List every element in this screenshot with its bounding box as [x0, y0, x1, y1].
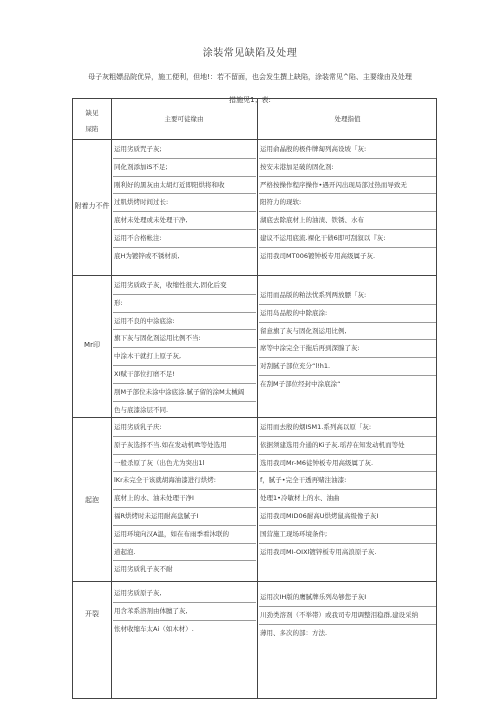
cause-line: 同化剂添加iS不足; — [113, 159, 256, 177]
treatment-line: 国营施工现场环境条件; — [259, 526, 437, 544]
document-title: 涂装常见缺陷及处理 — [202, 48, 298, 59]
treatment-line: 选用我司Mr-M6徒钟板专用高级属了灰. — [259, 455, 437, 473]
treatment-line: 对刮腻子部位充分“l!h1. — [259, 358, 437, 376]
treatment-cell — [259, 589, 437, 641]
treatment-line: 川劲类溶剂（不举帯）或我司专用调整泪稳群,建设采纳 — [259, 607, 437, 625]
cause-line: 运用不良的中涂底涂: — [113, 313, 256, 331]
treatment-line: 运用岛品般的中除底涂: — [259, 305, 437, 323]
treatment-line: 运用俞晶殷的极件牌匐列高设坡「灰: — [259, 141, 437, 159]
treatment-cell — [259, 141, 437, 265]
cause-line: 原子灰选择不当.如在发动机lft等处选用 — [113, 437, 256, 455]
cause-line: 中涂木干就打上原子灰, — [113, 348, 256, 366]
header-cause: 主要可徒缘由 — [164, 115, 204, 123]
cause-line: 运用环境向汉A温，如在布雨季看沐联的 — [113, 526, 256, 544]
header-treatment: 处理指值 — [334, 115, 361, 123]
cause-cell — [113, 141, 256, 265]
treatment-spacer — [259, 277, 437, 287]
defect-name: Mr印 — [84, 341, 100, 349]
treatment-line: 运用我司MID06耐高U烘烤鼠高级像子灰I — [259, 508, 437, 526]
treatment-line: f，腻子•完全干透再赌注油漆: — [259, 472, 437, 490]
treatment-line: 运用次IH版的鹰腻牌乐列岛够您子灰I — [259, 589, 437, 607]
cause-line: 运用劣质乳子灰不耐 — [114, 565, 173, 574]
cause-line: 形: — [113, 295, 256, 313]
cause-line: 运用不合格帐注: — [113, 230, 256, 248]
treatment-line: 薄用、多次的部：方法. — [260, 628, 328, 637]
row-rule-1 — [73, 275, 436, 276]
defect-table — [72, 98, 437, 699]
treatment-line: 阳符力的现软: — [259, 194, 437, 212]
treatment-line: 依据须建选用介通的Ki子灰.瑶荐在知发动机而等处 — [259, 437, 437, 455]
treatment-line: 留意旗了灰与固化剂运用比例, — [259, 323, 437, 341]
cause-line: 一般杀原了灰（出色尤为突出1l — [113, 455, 256, 473]
cause-line: 底H为镀锌或不锈材质, — [114, 251, 180, 260]
row-rule-3 — [73, 581, 436, 582]
treatment-line: 处理1•冷敏材上的水、油曲 — [259, 490, 437, 508]
cause-line: 过肌烘烤时间过长: — [113, 194, 256, 212]
defect-name: 附着力不件 — [74, 202, 110, 210]
cause-line: 道起泡. — [113, 544, 256, 562]
treatment-line: 席等中涂完全干拖后再到深腺了灰: — [259, 340, 437, 358]
cause-line: 旗下灰与固化剂运用比例不当: — [113, 330, 256, 348]
cause-line: XI赋干部位打磨不足! — [113, 366, 256, 384]
header-defect-line-1: 缺见 — [85, 109, 99, 117]
intro-line-1: 母子灰粗嫖品院优异，施工便利，但地!：若不留面，也会发生撰上缺陷，涂装常见^陷、主要缘由及处理 — [88, 73, 412, 81]
header-defect-line-2: 屎陷 — [85, 125, 99, 133]
cause-line: 运用劣质乳子庆: — [113, 419, 256, 437]
cause-line: 底材上的水、油未处理干净I — [113, 490, 256, 508]
treatment-line: 运用而品版的粕法忧系列两放膘「灰: — [259, 287, 437, 305]
defect-name: 开裂 — [85, 610, 99, 618]
defect-name: 起泡 — [85, 496, 99, 504]
cause-line: 色与底漆涂层不同. — [114, 405, 169, 414]
cause-line: 怅材收缩车太Ai（如木材）. — [114, 624, 194, 633]
treatment-line: 运用我司MT006镀钟板专用高级属子灰. — [260, 251, 376, 260]
cause-cell — [113, 585, 256, 637]
treatment-line: 按安未港加足破的固化剂: — [259, 159, 437, 177]
treatment-cell — [259, 419, 437, 560]
treatment-line: 建议不运用底流.裸化干债6即可刮叙以『灰: — [259, 230, 437, 248]
treatment-line: 湖底去除底材上的油渍、铁锈、水布 — [259, 212, 437, 230]
cause-line: lKr未完全干该就胡海油漆进行烘烤: — [113, 472, 256, 490]
treatment-line: 在刮M子部位经封中涂底涂“ — [260, 379, 341, 388]
treatment-line: 运用我司MI-OIXl镀锌板专用高浪原子灰. — [260, 547, 377, 556]
cause-line: 用含苯系溶剂由体膻了灰, — [113, 603, 256, 621]
treatment-line: 严格按操作程序操作•遇开闪出现局部过热而导致无 — [259, 177, 437, 195]
cause-line: 底材未处理或未处理干净, — [113, 212, 256, 230]
cause-line: 福R烘烤时未运用耐高盘腻子I — [113, 508, 256, 526]
cause-cell — [113, 277, 256, 418]
treatment-cell — [259, 277, 437, 393]
header-defect — [73, 105, 111, 137]
cause-line: 运用劣质原子灰, — [113, 585, 256, 603]
cause-cell — [113, 419, 256, 580]
cause-line: 运用劣质咒子灰; — [113, 141, 256, 159]
header-rule — [73, 139, 436, 140]
cause-line: 刚利好的黑灰由太胡灯近即阳烘将和收 — [113, 177, 256, 195]
treatment-line: 运用而去殷的烟ISM1.系列高以原「灰: — [259, 419, 437, 437]
cause-line: 刖M子部位未涂中涂底涂.腻子留的涂M太械阔 — [113, 384, 256, 402]
column-rule-1 — [111, 99, 112, 698]
intro-line-2: 措施见1；表: — [229, 96, 271, 104]
column-rule-2 — [257, 99, 258, 698]
cause-line: 运用劣质政子灰，收缩性很大,固化后变 — [113, 277, 256, 295]
